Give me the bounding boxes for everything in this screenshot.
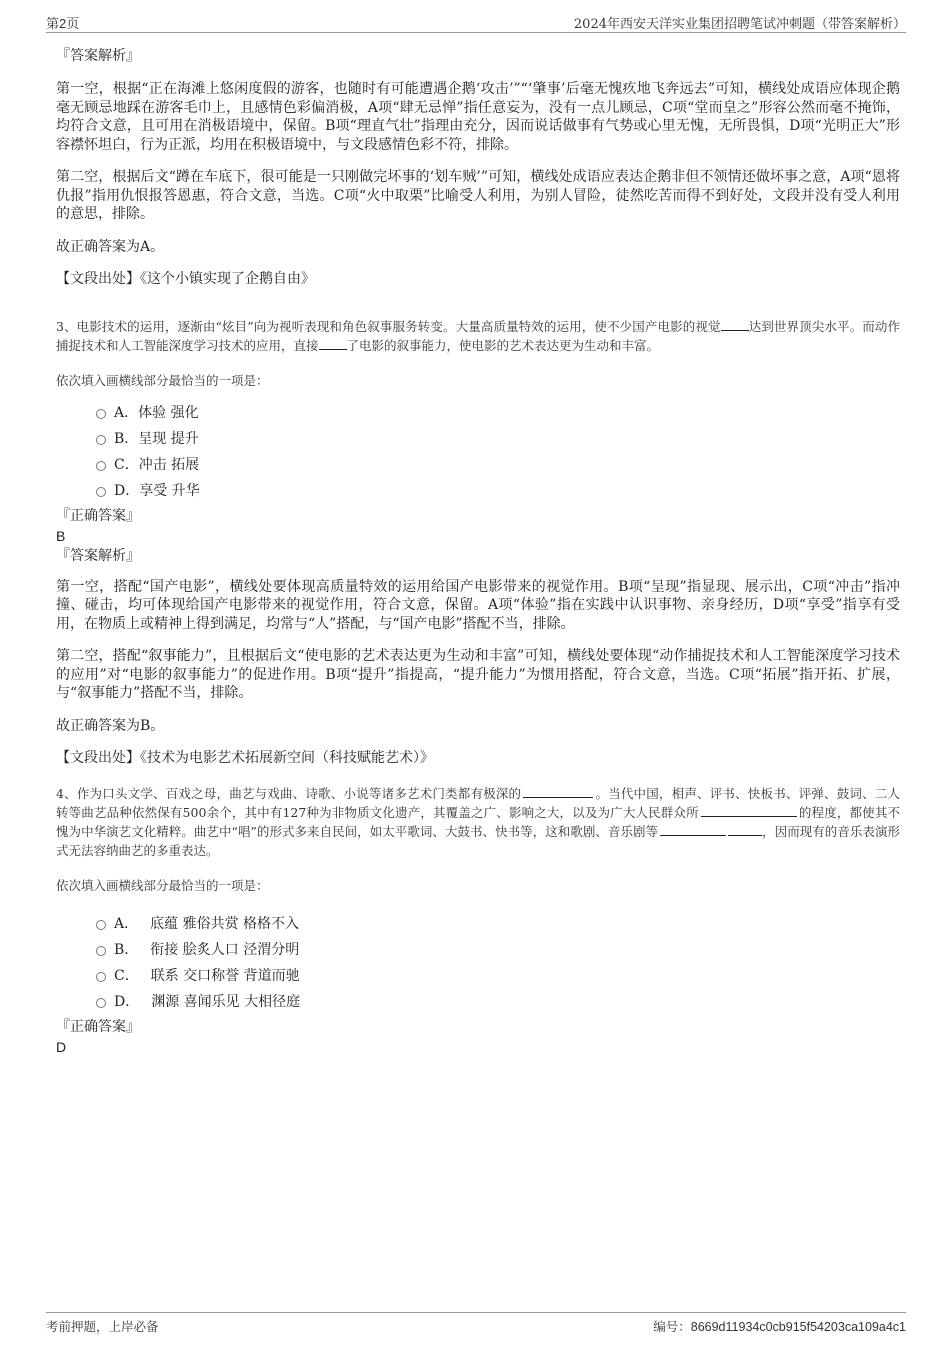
analysis-label: 『答案解析』 [56,48,140,64]
radio-icon[interactable] [96,461,106,471]
correct-answer: D [56,1038,67,1055]
fill-blank [701,803,797,817]
source-citation: 【文段出处】《这个小镇实现了企鹅自由》 [56,271,315,287]
radio-icon[interactable] [96,920,106,930]
analysis-label: 『答案解析』 [56,547,140,564]
option-b[interactable]: B． 衔接 脍炙人口 泾渭分明 [56,937,900,963]
option-a[interactable]: A．体验 强化 [56,400,900,426]
fill-blank [523,784,593,798]
page-footer [46,1312,906,1337]
radio-icon[interactable] [96,946,106,956]
option-c[interactable]: C． 联系 交口称誉 背道而驰 [56,963,900,989]
radio-icon[interactable] [96,998,106,1008]
answer-statement: 故正确答案为B。 [56,717,165,734]
page-number: 第2页 [46,16,80,31]
option-d[interactable]: D．享受 升华 [56,478,900,504]
option-c[interactable]: C．冲击 拓展 [56,452,900,478]
source-citation: 【文段出处】《技术为电影艺术拓展新空间（科技赋能艺术）》 [56,750,434,766]
radio-icon[interactable] [96,435,106,445]
radio-icon[interactable] [96,487,106,497]
fill-blank [721,317,749,331]
page-content [56,44,900,1057]
analysis-paragraph: 第二空，搭配“叙事能力”，且根据后文“使电影的艺术表达更为生动和丰富”可知，横线处要体现“动作捕捉技术和人工智能深度学习技术的应用”对“电影的叙事能力”的促进作用。B项“提升”指提高，“提升能力”为惯用搭配，符合文意，当选。C项“拓展”指开拓、扩展，与“叙事能力”搭配不当，排除。 [56,648,900,701]
question-prompt: 依次填入画横线部分最恰当的一项是： [56,372,269,388]
analysis-paragraph: 第一空，根据“正在海滩上悠闲度假的游客，也随时有可能遭遇企鹅‘攻击’”“‘肇事’后毫无愧疚地飞奔远去”可知，横线处成语应体现企鹅毫无顾忌地踩在游客毛巾上，且感情色彩偏消极，A项“肆无忌惮”指任意妄为，没有一点儿顾忌，C项“堂而皇之”形容公然而毫不掩饰，均符合文意，且可用在消极语境中，保留。B项“理直气壮”指理由充分，因而说话做事有气势或心里无愧，无所畏惧，D项“光明正大”形容襟怀坦白，行为正派，均用在积极语境中，与文段感情色彩不符，排除。 [56,81,900,153]
answer-statement: 故正确答案为A。 [56,238,165,255]
fill-blank [319,336,347,350]
fill-blank [660,822,726,836]
question-prompt: 依次填入画横线部分最恰当的一项是： [56,877,269,893]
document-id: 编号：8669d11934c0cb915f54203ca109a4c1 [653,1320,906,1334]
radio-icon[interactable] [96,409,106,419]
question-stem: 3、电影技术的运用，逐渐由“炫目”向为视听表现和角色叙事服务转变。大量高质量特效的运用，使不少国产电影的视觉 达到世界顶尖水平。而动作捕捉技术和人工智能深度学习技术的应用，直接 了电影的叙事能力，使电影的艺术表达更为生动和丰富。 [56,318,900,353]
analysis-paragraph: 第二空，根据后文“蹲在车底下，很可能是一只刚做完坏事的‘划车贼’”可知，横线处成语应表达企鹅非但不领情还做坏事之意，A项“恩将仇报”指用仇恨报答恩惠，符合文意，当选。C项“火中取栗”比喻受人利用，为别人冒险，徒然吃苦而得不到好处，文段并没有受人利用的意思，排除。 [56,169,900,222]
correct-answer-label: 『正确答案』 [56,1018,140,1035]
footer-slogan: 考前押题，上岸必备 [46,1319,159,1334]
document-title: 2024年西安天洋实业集团招聘笔试冲刺题（带答案解析） [573,17,906,32]
option-list [56,911,900,1015]
question-stem: 4、作为口头文学、百戏之母，曲艺与戏曲、诗歌、小说等诸多艺术门类都有极深的 。当代中国，相声、评书、快板书、评弹、鼓词、二人转等曲艺品种依然保有500余个，其中有127种为非物质文化遗产，其覆盖之广、影响之大，以及为广大人民群众所 的程度，都使其不愧为中华演艺文化精粹。曲艺中“唱”的形式多来自民间，如太平歌词、大鼓书、快书等，这和歌剧、音乐剧等 ，因而现有的音乐表演形式无法容纳曲艺的多重表达。 [56,785,900,858]
fill-blank [728,822,762,836]
correct-answer-label: 『正确答案』 [56,507,140,524]
page-header [46,8,906,33]
option-a[interactable]: A． 底蕴 雅俗共赏 格格不入 [56,911,900,937]
option-d[interactable]: D． 渊源 喜闻乐见 大相径庭 [56,989,900,1015]
analysis-paragraph: 第一空，搭配“国产电影”，横线处要体现高质量特效的运用给国产电影带来的视觉作用。B项“呈现”指显现、展示出，C项“冲击”指冲撞、碰击，均可体现给国产电影带来的视觉作用，符合文意，保留。A项“体验”指在实践中认识事物、亲身经历，D项“享受”指享有受用，在物质上或精神上得到满足，均常与“人”搭配，与“国产电影”搭配不当，排除。 [56,578,900,632]
radio-icon[interactable] [96,972,106,982]
option-b[interactable]: B．呈现 提升 [56,426,900,452]
correct-answer: B [56,527,66,544]
option-list [56,400,900,504]
